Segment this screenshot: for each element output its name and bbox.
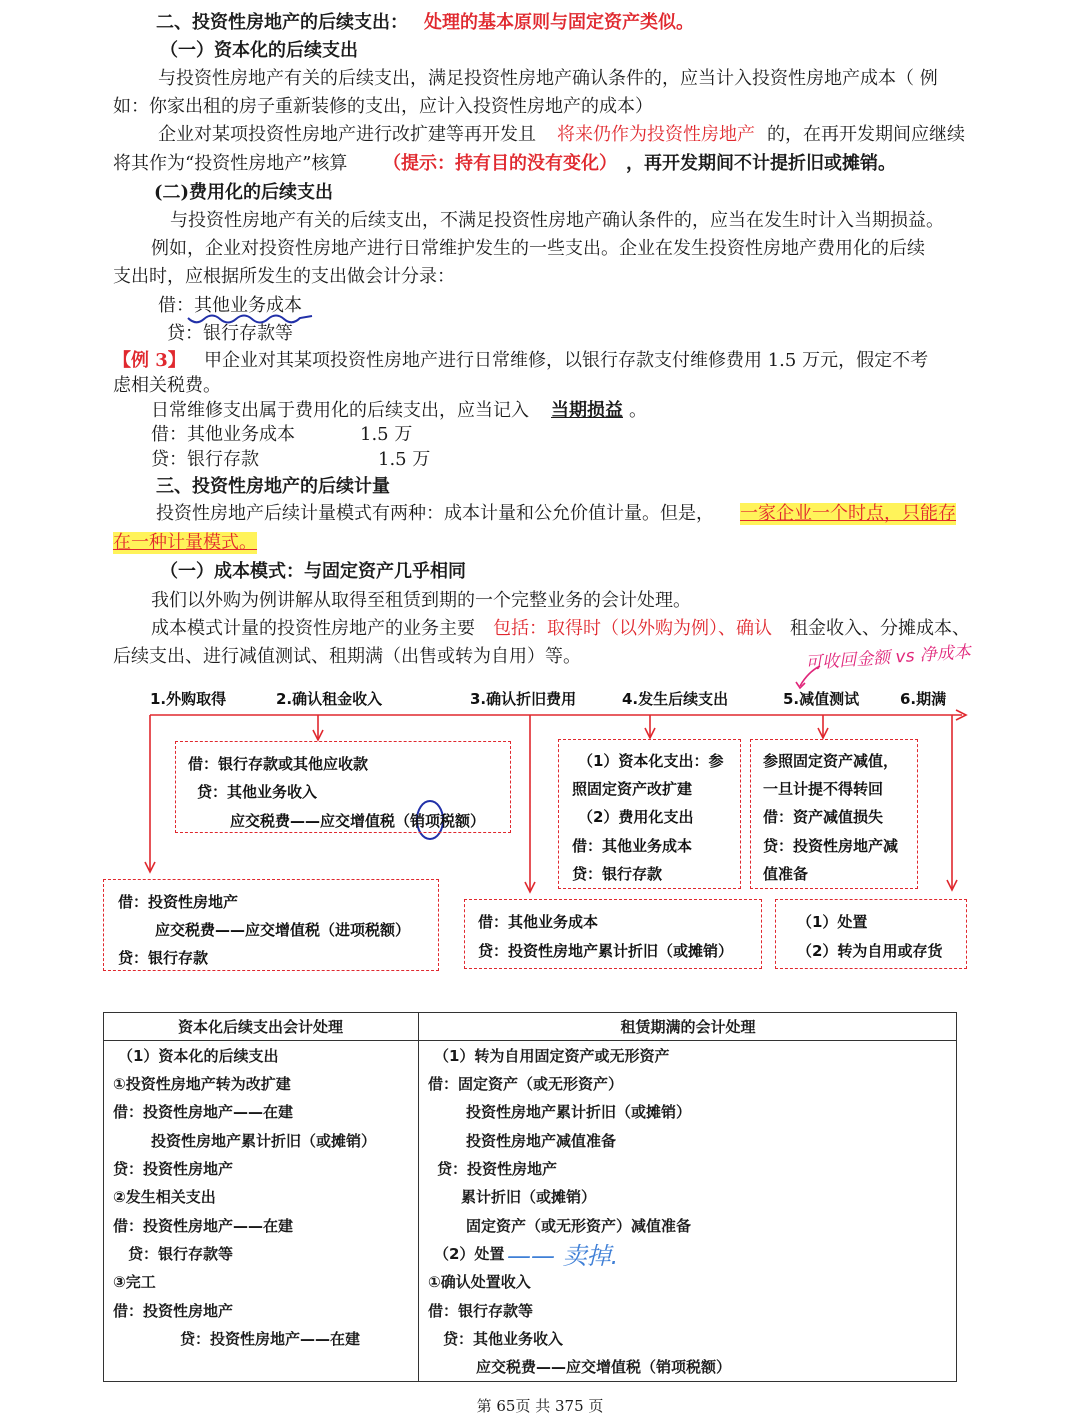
right-cell-10: 借：银行存款等 bbox=[428, 1302, 534, 1320]
left-cell-4: 投资性房地产累计折旧（或摊销） bbox=[151, 1132, 377, 1150]
imp-line-4: 贷：投资性房地产减 bbox=[763, 837, 899, 855]
table-column-divider bbox=[418, 1012, 419, 1382]
sub-line-2: 照固定资产改扩建 bbox=[572, 780, 693, 798]
end-line-1: （1）处置 bbox=[797, 913, 868, 931]
left-cell-3: 借：投资性房地产——在建 bbox=[113, 1103, 294, 1121]
left-cell-1: （1）资本化的后续支出 bbox=[118, 1047, 279, 1065]
imp-line-3: 借：资产减值损失 bbox=[763, 808, 884, 826]
sub-line-5: 贷：银行存款 bbox=[572, 865, 663, 883]
right-cell-4: 投资性房地产减值准备 bbox=[466, 1132, 617, 1150]
left-cell-5: 贷：投资性房地产 bbox=[113, 1160, 234, 1178]
buy-line-2: 应交税费——应交增值税（进项税额） bbox=[155, 921, 411, 939]
flow-step-6: 6.期满 bbox=[900, 690, 947, 708]
flow-step-5: 5.减值测试 bbox=[783, 690, 860, 708]
imp-line-2: 一旦计提不得转回 bbox=[763, 780, 884, 798]
buy-line-1: 借：投资性房地产 bbox=[118, 893, 239, 911]
sub-line-3: （2）费用化支出 bbox=[578, 808, 694, 826]
dep-line-2: 贷：投资性房地产累计折旧（或摊销） bbox=[478, 942, 734, 960]
handwritten-note: 可收回金额 vs 净成本 bbox=[804, 642, 972, 674]
rent-line-1: 借：银行存款或其他应收款 bbox=[188, 755, 369, 773]
right-cell-6: 累计折旧（或摊销） bbox=[461, 1188, 597, 1206]
left-cell-11: 贷：投资性房地产——在建 bbox=[180, 1330, 361, 1348]
right-cell-7: 固定资产（或无形资产）减值准备 bbox=[466, 1217, 692, 1235]
left-cell-10: 借：投资性房地产 bbox=[113, 1302, 234, 1320]
sub-line-4: 借：其他业务成本 bbox=[572, 837, 693, 855]
handwritten-sell-note: —— 卖掉. bbox=[507, 1242, 619, 1270]
flow-step-4: 4.发生后续支出 bbox=[622, 690, 729, 708]
dep-line-1: 借：其他业务成本 bbox=[478, 913, 599, 931]
left-cell-9: ③完工 bbox=[113, 1273, 156, 1291]
imp-line-5: 值准备 bbox=[763, 865, 809, 883]
page-footer: 第 65页 共 375 页 bbox=[476, 1397, 604, 1415]
right-cell-8: （2）处置 bbox=[434, 1245, 505, 1263]
end-line-2: （2）转为自用或存货 bbox=[797, 942, 943, 960]
buy-line-3: 贷：银行存款 bbox=[118, 949, 209, 967]
left-cell-8: 贷：银行存款等 bbox=[128, 1245, 234, 1263]
right-cell-12: 应交税费——应交增值税（销项税额） bbox=[476, 1358, 732, 1376]
flow-step-3: 3.确认折旧费用 bbox=[470, 690, 577, 708]
right-cell-2: 借：固定资产（或无形资产） bbox=[428, 1075, 624, 1093]
right-cell-3: 投资性房地产累计折旧（或摊销） bbox=[466, 1103, 692, 1121]
imp-line-1: 参照固定资产减值， bbox=[763, 752, 899, 770]
left-cell-2: ①投资性房地产转为改扩建 bbox=[113, 1075, 291, 1093]
right-cell-9: ①确认处置收入 bbox=[428, 1273, 531, 1291]
right-cell-5: 贷：投资性房地产 bbox=[437, 1160, 558, 1178]
table-header-divider bbox=[103, 1040, 957, 1041]
left-cell-6: ②发生相关支出 bbox=[113, 1188, 216, 1206]
rent-line-2: 贷：其他业务收入 bbox=[197, 783, 318, 801]
left-cell-7: 借：投资性房地产——在建 bbox=[113, 1217, 294, 1235]
table-header-right: 租赁期满的会计处理 bbox=[620, 1018, 756, 1036]
flow-step-2: 2.确认租金收入 bbox=[276, 690, 383, 708]
sub-line-1: （1）资本化支出：参 bbox=[578, 752, 724, 770]
rent-line-3: 应交税费——应交增值税（销项税额） bbox=[230, 812, 486, 830]
table-header-left: 资本化后续支出会计处理 bbox=[177, 1018, 343, 1036]
right-cell-11: 贷：其他业务收入 bbox=[443, 1330, 564, 1348]
right-cell-1: （1）转为自用固定资产或无形资产 bbox=[434, 1047, 670, 1065]
flow-step-1: 1.外购取得 bbox=[150, 690, 227, 708]
